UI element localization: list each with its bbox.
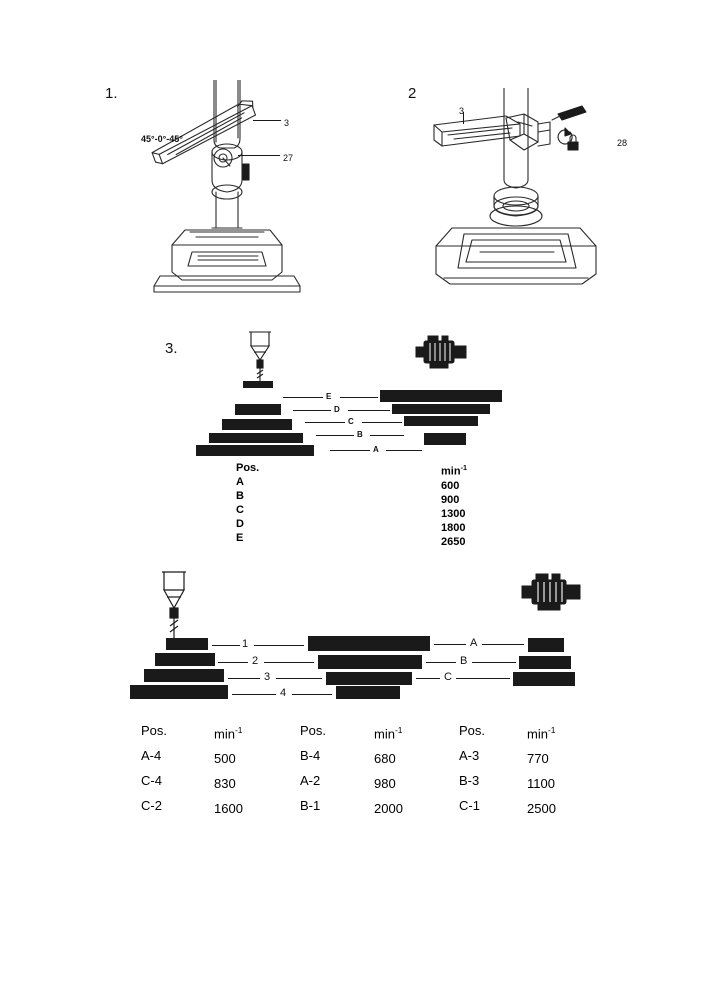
col2-pos-cell: B-1 — [300, 798, 321, 813]
figure-4-leader-c2 — [456, 678, 510, 679]
figure-3-pos-cell: B — [236, 490, 244, 502]
col2-pos-cell: B-4 — [300, 748, 321, 763]
figure-4-belt-bar — [519, 656, 571, 669]
figure-3-rpm-cell: 2650 — [441, 535, 466, 548]
figure-3-belt-bar — [404, 416, 478, 426]
figure-4-leader-3 — [228, 678, 260, 679]
col3-pos-cell: A-3 — [459, 748, 480, 763]
figure-3-rpm-cell: 1300 — [441, 507, 466, 520]
figure-4-table-col2-rpm — [374, 718, 403, 821]
figure-4-leader-b2 — [472, 662, 516, 663]
figure-4-belt-bar — [336, 686, 400, 699]
figure-4-leader-4 — [232, 694, 276, 695]
figure-3-belt-bar — [243, 381, 273, 388]
figure-4-table-col1-rpm — [214, 718, 243, 821]
figure-2-callout-28: 28 — [617, 138, 628, 148]
figure-3-rpm-cell: 600 — [441, 479, 460, 492]
figure-4-table-col1-pos — [141, 718, 167, 818]
figure-4-leader-a — [434, 644, 466, 645]
figure-4-belt-bar — [513, 672, 575, 686]
figure-4-leader-2 — [218, 662, 248, 663]
figure-3-rpm-exponent: -1 — [460, 464, 467, 472]
figure-3-label-a: A — [373, 445, 379, 454]
figure-3-leader-c2 — [362, 422, 402, 423]
figure-2-callout-3: 3 — [459, 106, 465, 116]
figure-4-belt-bar — [155, 653, 215, 666]
col1-rpm-cell: 830 — [214, 776, 236, 792]
figure-4-belt-bar — [144, 669, 224, 682]
col3-rpm-cell: 1100 — [527, 776, 555, 792]
col3-rpm-exponent: -1 — [547, 725, 556, 735]
figure-4-leader-2b — [264, 662, 314, 663]
col2-rpm-cell: 980 — [374, 776, 396, 792]
col1-rpm-exponent: -1 — [234, 725, 243, 735]
figure-4-leader-b — [426, 662, 456, 663]
figure-3-label-d: D — [334, 405, 340, 414]
figure-3-belt-bar — [424, 433, 466, 445]
figure-4-leader-a2 — [482, 644, 524, 645]
figure-1-leader-3 — [253, 120, 281, 121]
figure-1-number: 1. — [105, 85, 118, 102]
col3-pos-header: Pos. — [459, 723, 486, 738]
col1-pos-cell: C-4 — [141, 773, 162, 788]
figure-4-leader-c — [416, 678, 440, 679]
col2-rpm-cell: 2000 — [374, 801, 403, 817]
figure-4-label-1: 1 — [242, 638, 249, 650]
col2-rpm-exponent: -1 — [394, 725, 403, 735]
figure-4-belt-bar — [308, 636, 430, 651]
figure-3-pos-cell: A — [236, 476, 244, 488]
figure-3-leader-d2 — [348, 410, 390, 411]
figure-2-illustration — [420, 88, 620, 293]
figure-3-pos-cell: C — [236, 504, 244, 516]
figure-3-leader-b2 — [370, 435, 404, 436]
figure-4-label-2: 2 — [252, 655, 259, 667]
figure-3-pos-cell: D — [236, 518, 244, 530]
col1-pos-cell: C-2 — [141, 798, 162, 813]
figure-3-motor-icon — [412, 335, 468, 373]
figure-3-leader-d — [293, 410, 331, 411]
figure-3-label-b: B — [357, 430, 363, 439]
figure-4-belt-bar — [528, 638, 564, 652]
figure-4-label-a: A — [470, 637, 478, 649]
figure-4-belt-bar — [326, 672, 412, 685]
figure-3-belt-bar — [235, 404, 281, 415]
figure-3-rpm-cell: 1800 — [441, 521, 466, 534]
col3-pos-cell: B-3 — [459, 773, 480, 788]
figure-4-label-b: B — [460, 655, 468, 667]
figure-3-table-rpm-column — [441, 461, 467, 549]
figure-4-table-col3-rpm — [527, 718, 556, 821]
figure-4-table-col2-pos — [300, 718, 326, 818]
figure-3-belt-bar — [222, 419, 292, 430]
figure-2-number: 2 — [408, 85, 417, 102]
figure-3-belt-bar — [196, 445, 314, 456]
figure-1-angle-scale-label: 45°-0°-45° — [141, 134, 183, 144]
figure-3-pos-header: Pos. — [236, 462, 260, 474]
figure-3-leader-e — [283, 397, 323, 398]
figure-3-pos-cell: E — [236, 532, 244, 544]
figure-3-label-c: C — [348, 417, 354, 426]
figure-4-belt-bar — [318, 655, 422, 669]
figure-4-motor-icon — [518, 572, 582, 616]
figure-4-belt-bar — [166, 638, 208, 650]
figure-3-belt-bar — [209, 433, 303, 443]
figure-1-callout-27: 27 — [283, 153, 294, 163]
figure-4-leader-1b — [254, 645, 304, 646]
figure-4-label-c: C — [444, 671, 452, 683]
figure-4-belt-bar — [130, 685, 228, 699]
figure-4-leader-1 — [212, 645, 240, 646]
figure-3-leader-e2 — [340, 397, 378, 398]
figure-4-leader-3b — [276, 678, 322, 679]
col2-pos-cell: A-2 — [300, 773, 321, 788]
figure-1-leader-27 — [238, 155, 280, 156]
col2-rpm-header: $\min^{-1}$ — [374, 725, 403, 742]
figure-3-rpm-header: $\min^{-1}$ — [441, 464, 467, 478]
col1-rpm-cell: 1600 — [214, 801, 243, 817]
figure-3-leader-c — [305, 422, 345, 423]
figure-3-belt-bar — [392, 404, 490, 414]
figure-3-rpm-cell: 900 — [441, 493, 460, 506]
col2-rpm-cell: 680 — [374, 751, 396, 767]
col1-pos-header: Pos. — [141, 723, 168, 738]
figure-4-leader-4b — [292, 694, 332, 695]
figure-4-label-3: 3 — [264, 671, 271, 683]
col1-pos-cell: A-4 — [141, 748, 162, 763]
col3-rpm-cell: 2500 — [527, 801, 556, 817]
figure-3-belt-bar — [380, 390, 502, 402]
col3-rpm-cell: 770 — [527, 751, 549, 767]
figure-4-table-col3-pos — [459, 718, 485, 818]
figure-4-label-4: 4 — [280, 687, 287, 699]
figure-3-table-pos-column — [236, 461, 259, 545]
figure-3-label-e: E — [326, 392, 332, 401]
figure-3-number: 3. — [165, 340, 178, 357]
col2-pos-header: Pos. — [300, 723, 327, 738]
figure-3-leader-a2 — [386, 450, 422, 451]
col1-rpm-cell: 500 — [214, 751, 236, 767]
col3-pos-cell: C-1 — [459, 798, 480, 813]
figure-1-callout-3: 3 — [284, 118, 290, 128]
col3-rpm-header: $\min^{-1}$ — [527, 725, 556, 742]
figure-3-leader-a — [330, 450, 370, 451]
col1-rpm-header: $\min^{-1}$ — [214, 725, 243, 742]
figure-3-leader-b — [316, 435, 354, 436]
